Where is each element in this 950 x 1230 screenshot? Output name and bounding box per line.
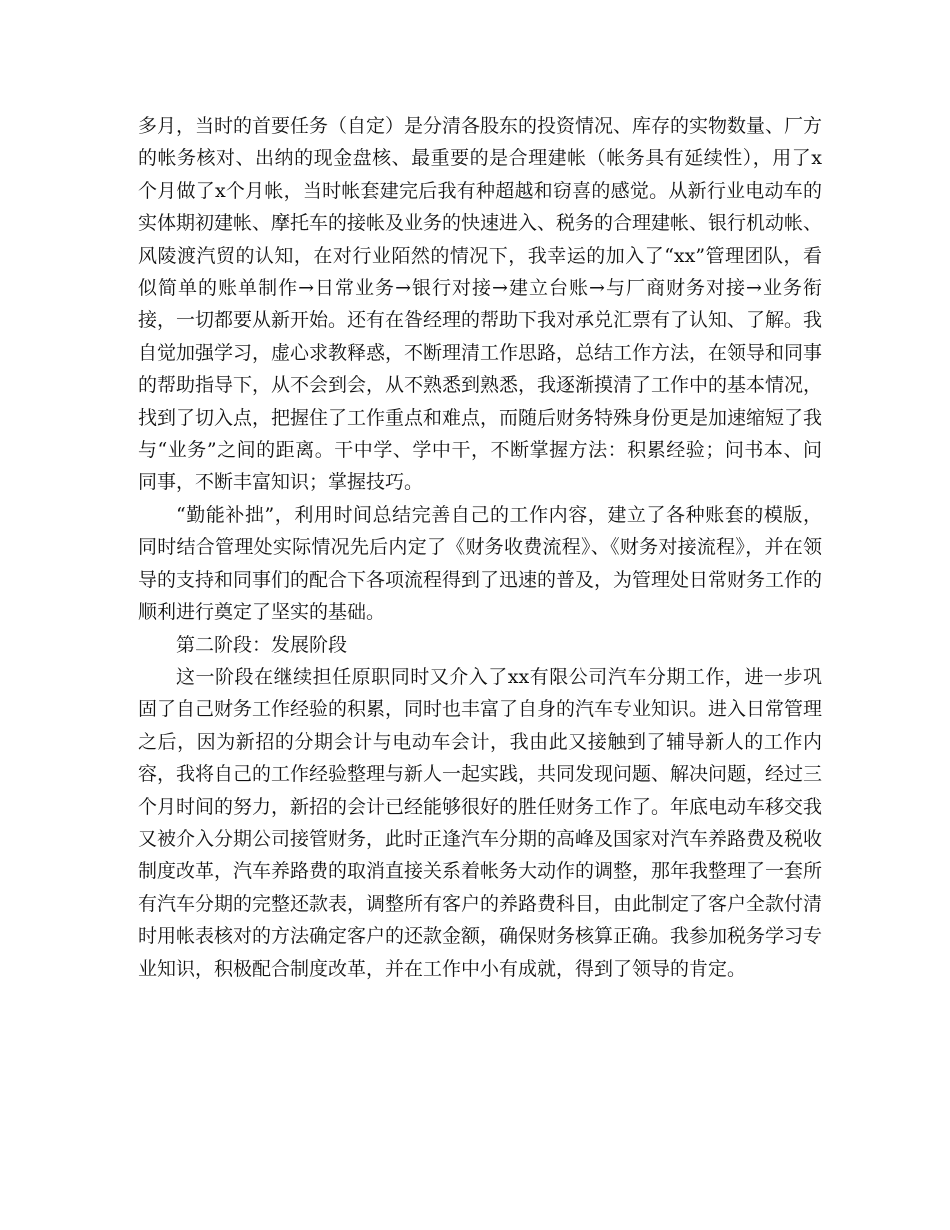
paragraph-continuation: 多月，当时的首要任务（自定）是分清各股东的投资情况、库存的实物数量、厂方的帐务核对、出纳的现金盘核、最重要的是合理建帐（帐务具有延续性），用了x个月做了x个月帐，当时帐套建完后我有种超越和窃喜的感觉。从新行业电动车的实体期初建帐、摩托车的接帐及业务的快速进入、税务的合理建帐、银行机动帐、风陵渡汽贸的认知，在对行业陌然的情况下，我幸运的加入了“xx”管理团队，看似简单的账单制作→日常业务→银行对接→建立台账→与厂商财务对接→业务衔接，一切都要从新开始。还有在昝经理的帮助下我对承兑汇票有了认知、了解。我自觉加强学习，虚心求教释惑，不断理清工作思路，总结工作方法，在领导和同事的帮助指导下，从不会到会，从不熟悉到熟悉，我逐渐摸清了工作中的基本情况，找到了切入点，把握住了工作重点和难点，而随后财务特殊身份更是加速缩短了我与“业务”之间的距离。干中学、学中干，不断掌握方法：积累经验；问书本、问同事，不断丰富知识；掌握技巧。 xyxy=(138,115,823,494)
document-body xyxy=(138,110,822,985)
paragraph-development-stage: 这一阶段在继续担任原职同时又介入了xx有限公司汽车分期工作，进一步巩固了自己财务工作经验的积累，同时也丰富了自身的汽车专业知识。进入日常管理之后，因为新招的分期会计与电动车会计，我由此又接触到了辅导新人的工作内容，我将自己的工作经验整理与新人一起实践，共同发现问题、解决问题，经过三个月时间的努力，新招的会计已经能够很好的胜任财务工作了。年底电动车移交我又被介入分期公司接管财务，此时正逢汽车分期的高峰及国家对汽车养路费及税收制度改革，汽车养路费的取消直接关系着帐务大动作的调整，那年我整理了一套所有汽车分期的完整还款表，调整所有客户的养路费科目，由此制定了客户全款付清时用帐表核对的方法确定客户的还款金额，确保财务核算正确。我参加税务学习专业知识，积极配合制度改革，并在工作中小有成就，得到了领导的肯定。 xyxy=(138,665,823,980)
section-heading-stage-two: 第二阶段：发展阶段 xyxy=(176,633,348,656)
paragraph-diligence: “勤能补拙”，利用时间总结完善自己的工作内容，建立了各种账套的模版，同时结合管理处实际情况先后内定了《财务收费流程》、《财务对接流程》，并在领导的支持和同事们的配合下各项流程得到了迅速的普及，为管理处日常财务工作的顺利进行奠定了坚实的基础。 xyxy=(138,503,823,624)
